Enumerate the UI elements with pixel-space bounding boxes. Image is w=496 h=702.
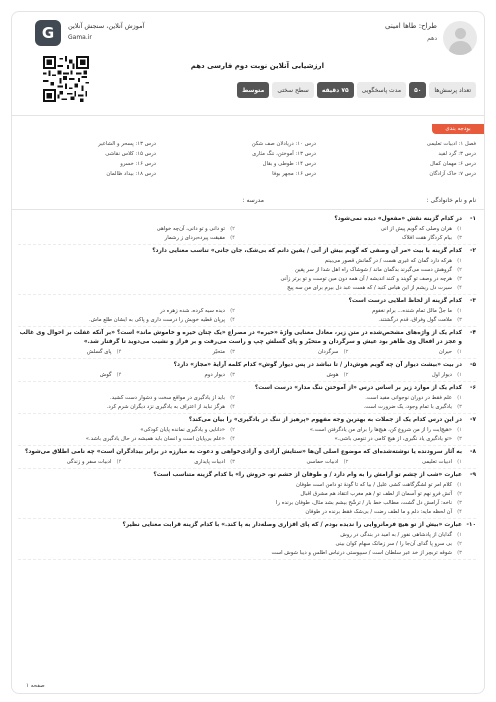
- answer-option[interactable]: [18, 316, 235, 325]
- option-number: ۳): [230, 372, 235, 378]
- option-number: ۳): [457, 404, 462, 410]
- question-text: به آثار سرودنده یا نوشته‌شده‌ای که موضوع اصلی آن‌ها «ستایش آزادی و آزادی‌خواهی و دعوت به مبارزه در برابر بیدادگران است» چه نامی اطلاق می‌شود؟: [24, 449, 462, 455]
- option-number: ۲): [343, 349, 349, 355]
- option-group: [18, 481, 462, 517]
- option-text: پای گسلش: [86, 349, 112, 355]
- option-group: [18, 394, 462, 412]
- option-number: ۴): [230, 317, 235, 323]
- option-number: ۱): [457, 258, 462, 264]
- option-text: هرکه دارد گمان که غیری هست / در گمانش قصور می‌بینم: [324, 258, 452, 264]
- answer-option[interactable]: [18, 458, 122, 467]
- info-value: متوسط: [237, 82, 269, 98]
- answer-option[interactable]: [18, 549, 462, 558]
- question-item: [18, 416, 476, 446]
- option-text: آن لحظه مایه: دلم و ما لطف رضت / بی‌شک فقط برنده در طوفان: [305, 509, 452, 515]
- exam-page: [11, 11, 485, 694]
- question-text: کدام یک از موارد زیر بر اساس درس «از آموختن ننگ مدار» درست است؟: [254, 385, 462, 391]
- question-list: [11, 215, 484, 562]
- option-number: ۳): [457, 317, 462, 323]
- syllabus-cell: درس ۳: گرد لفید: [438, 151, 476, 157]
- info-value: ۷۵ دقیقه: [317, 82, 354, 98]
- question-stem: [18, 329, 476, 347]
- option-number: ۲): [230, 427, 235, 433]
- answer-option[interactable]: [18, 348, 122, 357]
- option-number: ۲): [457, 267, 462, 273]
- option-text: ناخه: آرامش دل گشت، مطالب خط بار / ترشّح بیشم بشد مثال، طوفان برنده را: [276, 500, 452, 506]
- option-text: دیوار دوم: [204, 372, 225, 378]
- option-text: بیام کردگار هفت افلاک: [401, 235, 452, 241]
- designer-name: طراح: طاها امینی: [385, 22, 437, 30]
- option-number: ۳): [230, 459, 235, 465]
- option-text: حیران: [438, 349, 452, 355]
- question-text: کدام یک از واژه‌های مشخص‌شده در متن زیر، معادل معنایی واژهٔ «خیره» در مصراع «یک چتان خیره و خاموش ماند» است؟ «بر آنکه غفلت بر احوال وی غالب و عجز در افعال وی ظاهر بود عیش و سرگردان و متحیّر و پای گسلش چپ و راست می‌رفت و بر فراز و نشیب می‌دوید تا گرفتار شد.»: [19, 330, 462, 345]
- syllabus-row: [18, 149, 476, 159]
- option-text: هوش: [326, 372, 339, 378]
- question-divider: [18, 559, 476, 560]
- option-number: ۳): [457, 550, 462, 556]
- question-number: ۱-: [470, 216, 476, 222]
- question-number: ۱۰-: [466, 522, 476, 528]
- question-item: [18, 448, 476, 469]
- option-number: ۲): [343, 372, 349, 378]
- option-text: شوقه تربچر از خد عیر سلطان است / سیپوستی درنباس اطلس و دیبا شوش است: [271, 550, 452, 556]
- option-number: ۱): [457, 427, 462, 433]
- option-number: ۴): [457, 509, 462, 515]
- option-text: بی سرو پا گدای آن‌جا را / سر زمانک سهام کوان بینی: [335, 541, 452, 547]
- option-text: کلام امر تو لشگرگاهت کشی علیل / بیا که تا گونهٔ تو دامن است طوفان: [296, 482, 452, 488]
- syllabus-cell: درس ۱۳: آموختن، ننگ مثاری: [252, 151, 316, 157]
- info-label: مدت پاسخگویی: [357, 82, 406, 98]
- site-tagline: آموزش آنلاین، سنجش آنلاین: [68, 22, 145, 30]
- answer-option[interactable]: [359, 458, 463, 467]
- exam-info-bar: [237, 82, 476, 98]
- syllabus-cell: درس ۱۶: خسرو: [120, 161, 156, 167]
- syllabus-cell: درس ۱۴: طوطی و بقال: [262, 161, 316, 167]
- answer-option[interactable]: [245, 234, 462, 243]
- question-stem: [18, 471, 476, 480]
- answer-option[interactable]: [132, 348, 236, 357]
- divider: [12, 209, 484, 210]
- option-text: ملامت گول وفراق، قدم درگشتند.: [378, 317, 452, 323]
- option-text: ادبیات حماسی: [306, 459, 339, 465]
- answer-option[interactable]: [245, 394, 462, 403]
- option-group: [18, 531, 462, 558]
- option-number: ۲): [230, 226, 235, 232]
- question-divider: [18, 326, 476, 327]
- answer-option[interactable]: [132, 458, 236, 467]
- answer-option[interactable]: [132, 371, 236, 380]
- answer-option[interactable]: [18, 275, 462, 284]
- question-number: ۲-: [470, 248, 476, 254]
- option-group: [18, 426, 462, 444]
- option-number: ۱): [457, 372, 462, 378]
- option-number: ۲): [230, 395, 235, 401]
- qr-code-icon: [43, 56, 89, 102]
- exam-title: ارزشیابی آنلاین نوبت دوم فارسی دهم: [190, 62, 324, 70]
- option-text: گدایان از پادشاهی نفور / به امید در بندگی در روش: [340, 532, 452, 538]
- student-name-label: نام و نام خانوادگی :: [426, 197, 476, 204]
- syllabus-cell: درس ۶: مهمان کمال: [430, 161, 476, 167]
- option-number: ۱): [457, 459, 462, 465]
- info-value: ۵۰: [409, 82, 426, 98]
- option-text: هرگز نباید از اعتراف به یادگیری نزد دیگران شرم کرد.: [106, 404, 225, 410]
- answer-option[interactable]: [18, 284, 462, 293]
- option-text: علم فقط در دوران نوجوانی مفید است.: [365, 395, 452, 401]
- answer-option[interactable]: [359, 348, 463, 357]
- question-divider: [18, 518, 476, 519]
- question-text: کدام گزینه از لحاظ املایی درست است؟: [348, 298, 462, 304]
- option-number: ۴): [230, 436, 235, 442]
- option-text: «دانایی و یادگیری نمانده پایان کودکی»: [140, 427, 225, 433]
- question-number: ۵-: [470, 362, 476, 368]
- question-number: ۴-: [470, 330, 476, 336]
- option-text: باید از یادگیری در مواقع سخت و دشوار دست کشید.: [110, 395, 225, 401]
- question-text: عبارت «بیش از تو هیچ فرمانروایی را ندیده بودم / که پای افزاری وصله‌دار به پا کند.» با کدام گزینه قرابت معنایی نظیر؟: [122, 522, 462, 528]
- option-number: ۳): [457, 235, 462, 241]
- syllabus-row: [18, 159, 476, 169]
- question-stem: [18, 448, 476, 457]
- option-text: سیرت دل ریشم از این هیاس کنید / که هست عبد دل بیرم برای من سه پیج: [287, 285, 452, 291]
- option-number: ۱): [457, 308, 462, 314]
- option-text: هرچه در وصف تو گویند و کنند اندیشه / آن همه دون مین تو‌ست و تو برتر زآنی: [280, 276, 452, 282]
- question-text: در این درس کدام یک از جملات به بهترین وجه مفهوم «پرهیز از ننگ در یادگیری» را بیان می‌کند؟: [188, 417, 462, 423]
- question-divider: [18, 445, 476, 446]
- option-text: متحیّر: [212, 349, 225, 355]
- answer-option[interactable]: [18, 307, 235, 316]
- option-text: سرگردان: [317, 349, 339, 355]
- option-number: ۴): [116, 372, 122, 378]
- question-item: [18, 329, 476, 359]
- page-number: صفحه ۱: [26, 683, 45, 689]
- option-text: مقیقت پیرده‌بردای ز رشمار: [164, 235, 225, 241]
- option-text: پرپان قطیه خویش را درست داری و پاکی به ایشان طلع ماش.: [88, 317, 225, 323]
- option-group: [18, 348, 462, 357]
- answer-option[interactable]: [245, 371, 349, 380]
- answer-option[interactable]: [245, 307, 462, 316]
- answer-option[interactable]: [18, 481, 462, 490]
- question-text: کدام گزینه با بیت «مر آن وصفی که گویم بیش از آنی / یقین دانم که بی‌شک، جان جانی» تناسب معنایی دارد؟: [152, 248, 462, 254]
- answer-option[interactable]: [18, 371, 122, 380]
- option-number: ۴): [116, 349, 122, 355]
- answer-option[interactable]: [245, 458, 349, 467]
- option-text: گروهش دست می‌گیرند بدگمان ماند / شوشاک راه اهل شدا از سر پقین: [294, 267, 452, 273]
- question-number: ۷-: [470, 417, 476, 423]
- answer-option[interactable]: [18, 531, 462, 540]
- gama-logo-icon: G: [35, 20, 61, 46]
- question-divider: [18, 244, 476, 245]
- option-number: ۱): [457, 226, 462, 232]
- option-group: [18, 458, 462, 467]
- question-number: ۹-: [470, 472, 476, 478]
- syllabus-table: [18, 139, 476, 179]
- question-stem: [18, 297, 476, 306]
- option-number: ۴): [230, 404, 235, 410]
- answer-option[interactable]: [245, 316, 462, 325]
- option-text: ما جلّ مالل تمام شنده..‌. برام نغفوم: [372, 308, 452, 314]
- option-text: «تو یادگیری یاد نگیری، از هیچ کامی در تنومی باشی.»: [334, 436, 452, 442]
- answer-option[interactable]: [245, 225, 462, 234]
- answer-option[interactable]: [245, 426, 462, 435]
- exam-header: [12, 12, 484, 116]
- answer-option[interactable]: [18, 508, 462, 517]
- question-divider: [18, 468, 476, 469]
- option-group: [18, 307, 462, 325]
- option-number: ۴): [230, 235, 235, 241]
- option-text: یادگیری با تمام وجود، یک ضرورت است.: [363, 404, 452, 410]
- question-divider: [18, 294, 476, 295]
- answer-option[interactable]: [18, 257, 462, 266]
- answer-option[interactable]: [18, 394, 235, 403]
- option-number: ۲): [230, 308, 235, 314]
- answer-option[interactable]: [18, 225, 235, 234]
- question-stem: [18, 521, 476, 530]
- option-text: تو دانی و تو دانی، آن‌چه خواهی: [156, 226, 225, 232]
- answer-option[interactable]: [18, 499, 462, 508]
- option-number: ۳): [457, 276, 462, 282]
- option-text: ادبیات تعلیمی: [421, 459, 452, 465]
- school-label: مدرسه :: [242, 197, 264, 204]
- question-text: در بیت «بیشت دیوار آن چه گویم هوش‌دار / تا نباشد در پس دیوار گوش» کدام کلمه آرایهٔ «مجاز» دارد؟: [173, 362, 462, 368]
- option-number: ۱): [457, 395, 462, 401]
- answer-option[interactable]: [18, 426, 235, 435]
- question-stem: [18, 247, 476, 256]
- question-divider: [18, 413, 476, 414]
- question-stem: [18, 416, 476, 425]
- question-divider: [18, 381, 476, 382]
- question-stem: [18, 215, 476, 224]
- option-number: ۱): [457, 349, 462, 355]
- option-group: [18, 257, 462, 293]
- option-text: «علم بی‌پایان است و انسان باید همیشه در حال یادگیری باشد.»: [85, 436, 225, 442]
- answer-option[interactable]: [18, 435, 235, 444]
- option-text: دیوار اول: [431, 372, 452, 378]
- option-number: ۱): [457, 532, 462, 538]
- question-item: [18, 384, 476, 414]
- option-number: ۴): [116, 459, 122, 465]
- option-number: ۲): [343, 459, 349, 465]
- info-label: سطح سختی: [272, 82, 313, 98]
- question-stem: [18, 361, 476, 370]
- syllabus-cell: درس ۱۰: دریادلان صف شکن: [251, 141, 316, 147]
- answer-option[interactable]: [245, 403, 462, 412]
- question-number: ۸-: [470, 449, 476, 455]
- answer-option[interactable]: [18, 403, 235, 412]
- option-text: دیده سیه کرده، شده زهره در: [160, 308, 225, 314]
- avatar: [443, 21, 477, 55]
- syllabus-cell: درس ۱۸: بیداد ظالمان: [106, 171, 156, 177]
- option-number: ۳): [230, 349, 235, 355]
- option-group: [18, 225, 462, 243]
- question-item: [18, 215, 476, 245]
- syllabus-row: [18, 169, 476, 179]
- question-item: [18, 471, 476, 519]
- question-item: [18, 361, 476, 382]
- syllabus-cell: فصل ۱: ادبیات تعلیمی: [426, 141, 476, 147]
- answer-option[interactable]: [359, 371, 463, 380]
- answer-option[interactable]: [245, 435, 462, 444]
- question-item: [18, 247, 476, 295]
- option-text: «هیچ‌ایت را از من شروع کن، هیچ‌ها را برای من یادگرفتن است.»: [309, 427, 452, 433]
- option-text: گوش: [99, 372, 112, 378]
- question-stem: [18, 384, 476, 393]
- answer-option[interactable]: [245, 348, 349, 357]
- site-url[interactable]: Gama.ir: [68, 34, 92, 41]
- answer-option[interactable]: [18, 266, 462, 275]
- question-text: در کدام گزینه نقش «مفعول» دیده نمی‌شود؟: [334, 216, 462, 222]
- syllabus-tag: بودجه بندی: [432, 124, 484, 134]
- grade-label: دهم: [427, 35, 437, 42]
- option-text: ادبیات سفر و زندگی: [66, 459, 112, 465]
- question-number: ۶-: [470, 385, 476, 391]
- answer-option[interactable]: [18, 234, 235, 243]
- question-item: [18, 297, 476, 327]
- option-number: ۱): [457, 482, 462, 488]
- option-text: ادبیات پایداری: [194, 459, 225, 465]
- syllabus-cell: درس ۷: خاک آزادگان: [429, 171, 476, 177]
- question-item: [18, 521, 476, 560]
- option-number: ۴): [457, 285, 462, 291]
- syllabus-cell: درس ۱۵: کلاس نقاشی: [105, 151, 156, 157]
- syllabus-row: [18, 139, 476, 149]
- option-number: ۳): [457, 500, 462, 506]
- option-number: ۲): [457, 541, 462, 547]
- option-group: [18, 371, 462, 380]
- option-number: ۳): [457, 436, 462, 442]
- question-text: عبارت «شب از چشم تو آرامش را به وام دارد / و طوفان از خشم تو، خروش را» با کدام گزینه متناسب است؟: [153, 472, 462, 478]
- info-label: تعداد پرسش‌ها: [429, 82, 476, 98]
- answer-option[interactable]: [18, 490, 462, 499]
- syllabus-cell: درس ۱۳: پسحر و الشاعیر: [98, 141, 156, 147]
- answer-option[interactable]: [18, 540, 462, 549]
- syllabus-cell: درس ۱۶: مجهر بوفا: [272, 171, 316, 177]
- option-number: ۲): [457, 491, 462, 497]
- option-text: آتش فرو نهم تو آسمان از لطف تو / هم مغرب انتقاد هم مشرق اقبال: [300, 491, 452, 497]
- question-divider: [18, 358, 476, 359]
- question-number: ۳-: [470, 298, 476, 304]
- option-text: هران وصلی که گویم پیش از انی: [380, 226, 452, 232]
